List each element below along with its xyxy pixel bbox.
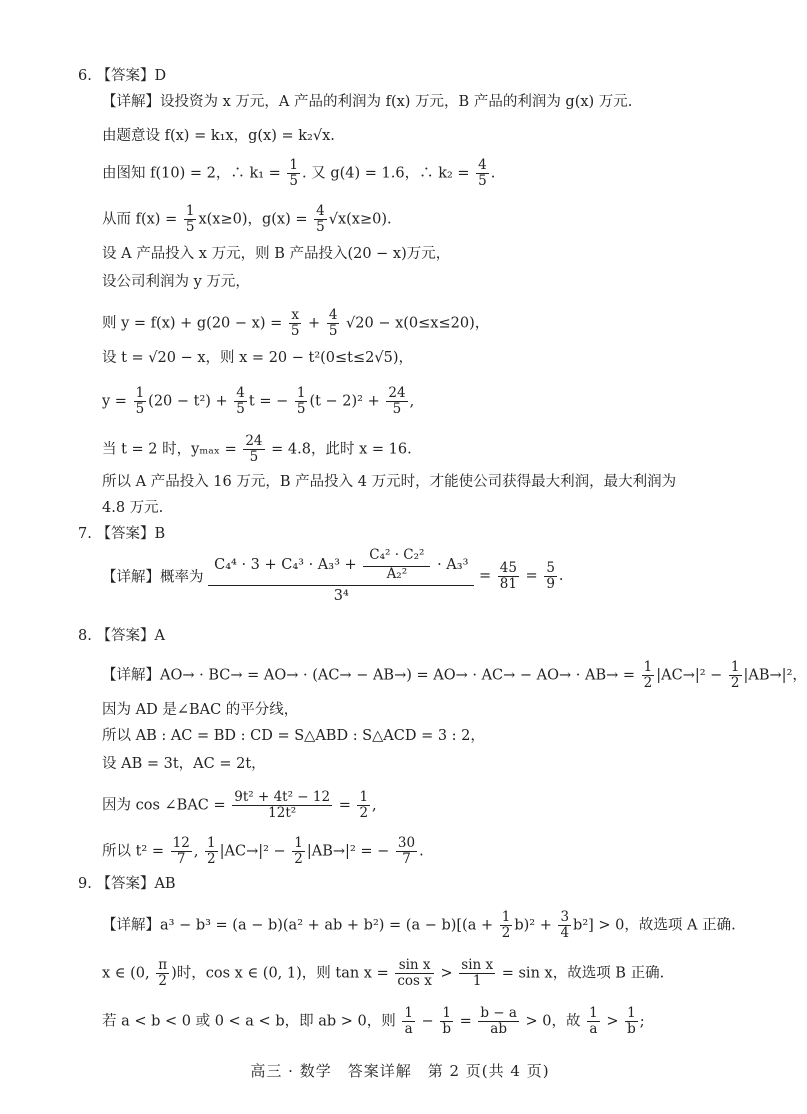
q6-k2-text: 又 g(4) = 1.6，∴ k₂ =	[311, 165, 470, 182]
fraction-30-7: $\frac{30}{7}$	[397, 835, 416, 867]
q8-result-line: 所以 t² = $\frac{12}{7}$ , $\frac{1}{2}$ |AC→|² − $\frac{1}{2}$ |AB→|² = − $\frac{30}{7}$ .	[102, 835, 424, 867]
q9-number: 9.	[78, 876, 92, 892]
q9-header	[78, 874, 176, 894]
fraction-4-5: $\frac{4}{5}$	[316, 203, 325, 235]
q8-header	[78, 626, 165, 646]
q6-answer-tag: 【答案】D	[96, 68, 167, 84]
q9-answer-tag: 【答案】AB	[96, 876, 176, 892]
fraction-bma-ab: $\frac{b - a}{ab}$	[480, 1005, 517, 1037]
q9-tan-line: x ∈ (0, $\frac{\pi}{2}$ )时，cos x ∈ (0, 1)，则 tan x = $\frac{\text{sin x}}{\text{cos x}}$ > $\frac{\text{sin x}}{1}$ = sin x，故选项 B 正确.	[102, 957, 665, 989]
page-footer: 高三 · 数学 答案详解 第 2 页(共 4 页)	[250, 1062, 550, 1080]
fraction-1-2: $\frac{1}{2}$	[643, 659, 653, 691]
fraction-1-b: $\frac{1}{b}$	[442, 1005, 451, 1037]
q6-assumption-line: 由题意设 f(x) = k₁x，g(x) = k₂√x.	[102, 128, 335, 144]
fraction-1-5: $\frac{1}{5}$	[135, 385, 145, 417]
q6-max-line: 当 t = 2 时，yₘₐₓ = $\frac{24}{5}$ = 4.8，此时 x = 16.	[102, 433, 412, 465]
fraction-sin-cos: $\frac{\text{sin x}}{\text{cos x}}$	[397, 957, 432, 989]
q8-bisector-line: 因为 AD 是∠BAC 的平分线，	[102, 702, 299, 718]
q8-answer-tag: 【答案】A	[96, 628, 165, 644]
fraction-1-a: $\frac{1}{a}$	[589, 1005, 598, 1037]
fraction-pi-2: $\frac{\pi}{2}$	[158, 957, 168, 989]
q6-k1-text: 由图知 f(10) = 2，∴ k₁ =	[102, 165, 281, 182]
q6-substitution-line: 设 t = √20 − x，则 x = 20 − t²(0≤t≤2√5)，	[102, 350, 414, 366]
q7-probability-fraction: C₄⁴ · 3 + C₄³ · A₃³ + $\frac{\text{C₄² · C₂²}}{\text{A₂²}}$ · A₃³ 3⁴	[208, 548, 474, 604]
q8-cos-line: 因为 cos ∠BAC = $\frac{\text{9t² + 4t² − 12}}{\text{12t²}}$ = $\frac{1}{2}$ ,	[102, 789, 377, 821]
fraction-1-5: $\frac{1}{5}$	[289, 157, 299, 189]
fraction-1-5: $\frac{1}{5}$	[296, 385, 306, 417]
q7-answer-tag: 【答案】B	[96, 526, 166, 542]
fraction-1-2: $\frac{1}{2}$	[501, 909, 511, 941]
q7-header	[78, 524, 165, 544]
q6-quadratic-line: y = $\frac{1}{5}$ (20 − t²) + $\frac{4}{5}$ t = − $\frac{1}{5}$ (t − 2)² + $\frac{24}{5}$ ,	[102, 385, 415, 417]
fraction-sin-1: $\frac{\text{sin x}}{1}$	[461, 957, 494, 989]
fraction-1-2: $\frac{1}{2}$	[294, 835, 303, 867]
q8-number: 8.	[78, 628, 92, 644]
fraction-3-4: $\frac{3}{4}$	[560, 909, 570, 941]
q8-set-line: 设 AB = 3t，AC = 2t，	[102, 756, 266, 772]
q8-vector-line: 【详解】AO→ · BC→ = AO→ · (AC→ − AB→) = AO→ · AC→ − AO→ · AB→ = $\frac{1}{2}$ |AC→|² − $\frac{1}{2}$ |AB→|²，	[102, 659, 807, 691]
q7-number: 7.	[78, 526, 92, 542]
fraction-1-2: $\frac{1}{2}$	[730, 659, 740, 691]
fraction-1-5: $\frac{1}{5}$	[185, 203, 195, 235]
q6-functions-line: 从而 f(x) = $\frac{1}{5}$ x(x≥0)，g(x) = $\frac{4}{5}$ √x(x≥0).	[102, 203, 392, 235]
q6-conclusion-line: 所以 A 产品投入 16 万元，B 产品投入 4 万元时，才能使公司获得最大利润，最大利润为	[102, 474, 677, 490]
fraction-cos: $\frac{\text{9t² + 4t² − 12}}{\text{12t²}}$	[234, 789, 331, 821]
q6-detail-line: 【详解】设投资为 x 万元，A 产品的利润为 f(x) 万元，B 产品的利润为 g(x) 万元.	[102, 94, 633, 110]
q8-ratio-line: 所以 AB : AC = BD : CD = S△ABD : S△ACD = 3 : 2，	[102, 728, 485, 744]
fraction-24-5: $\frac{24}{5}$	[245, 433, 263, 465]
fraction-4-5: $\frac{4}{5}$	[478, 157, 487, 189]
fraction-x-5: $\frac{x}{5}$	[290, 307, 300, 339]
q6-y-line: 则 y = f(x) + g(20 − x) = $\frac{x}{5}$ + $\frac{4}{5}$ √20 − x(0≤x≤20)，	[102, 307, 490, 339]
q6-conclusion-line-2: 4.8 万元.	[102, 500, 164, 516]
fraction-12-7: $\frac{12}{7}$	[172, 835, 190, 867]
fraction-1-a: $\frac{1}{a}$	[404, 1005, 413, 1037]
q6-number: 6.	[78, 68, 92, 84]
q6-investment-line: 设 A 产品投入 x 万元，则 B 产品投入(20 − x)万元，	[102, 246, 451, 262]
fraction-4-5: $\frac{4}{5}$	[236, 385, 245, 417]
q6-k-line: 由图知 f(10) = 2，∴ k₁ = $\frac{1}{5}$ . 又 g(4) = 1.6，∴ k₂ = $\frac{4}{5}$ .	[102, 157, 496, 189]
q7-detail: 【详解】概率为 C₄⁴ · 3 + C₄³ · A₃³ + $\frac{\text{C₄² · C₂²}}{\text{A₂²}}$ · A₃³ 3⁴ = $\frac{45}{81}$ = $\frac{5}{9}$ .	[102, 547, 564, 604]
fraction-24-5: $\frac{24}{5}$	[388, 385, 406, 417]
fraction-1-b: $\frac{1}{b}$	[627, 1005, 636, 1037]
q9-reciprocal-line: 若 a < b < 0 或 0 < a < b，即 ab > 0，则 $\frac{1}{a}$ − $\frac{1}{b}$ = $\frac{b - a}{ab}$ > 0，故 $\frac{1}{a}$ > $\frac{1}{b}$ ;	[102, 1005, 645, 1037]
fraction-4-5: $\frac{4}{5}$	[328, 307, 338, 339]
fraction-1-2: $\frac{1}{2}$	[207, 835, 216, 867]
q9-cubic-line: 【详解】a³ − b³ = (a − b)(a² + ab + b²) = (a − b)[(a + $\frac{1}{2}$ b)² + $\frac{3}{4}$ b²] > 0，故选项 A 正确.	[102, 909, 736, 941]
fraction-1-2: $\frac{1}{2}$	[359, 789, 369, 821]
q6-profit-line: 设公司利润为 y 万元，	[102, 274, 250, 290]
q6-header	[78, 66, 166, 86]
